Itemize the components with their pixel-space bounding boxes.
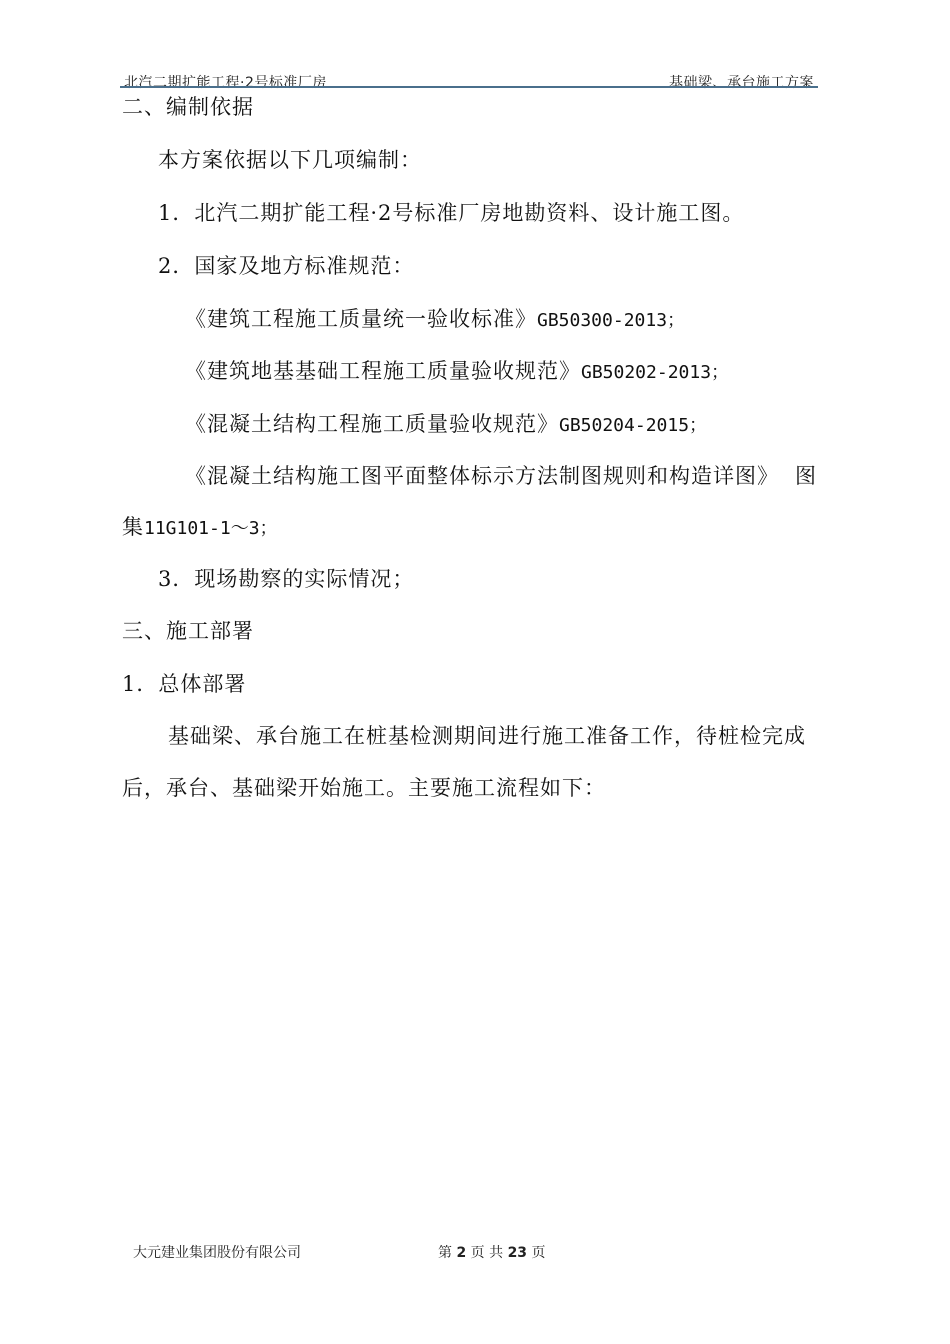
standard-2 (185, 357, 729, 387)
standard-4-continuation (122, 513, 278, 543)
footer-page-number (438, 1242, 546, 1262)
footer-total-pages: 23 (507, 1245, 528, 1261)
header-project-title: 北汽二期扩能工程·2号标准厂房 (124, 75, 327, 91)
basis-item-3: 3．现场勘察的实际情况； (158, 567, 415, 591)
footer-page-mid: 页 共 (470, 1245, 504, 1261)
footer-page-prefix: 第 (438, 1245, 452, 1261)
header-rule (120, 86, 818, 88)
basis-item-1: 1．北汽二期扩能工程·2号标准厂房地勘资料、设计施工图。 (158, 201, 745, 225)
subsection-1-heading: 1．总体部署 (122, 672, 247, 696)
section-3-heading: 三、施工部署 (122, 619, 254, 643)
intro-paragraph: 本方案依据以下几项编制： (158, 148, 422, 172)
standard-3-code: GB50204-2015； (559, 415, 708, 436)
deployment-paragraph-line-1: 基础梁、承台施工在桩基检测期间进行施工准备工作，待桩检完成 (168, 724, 806, 748)
standard-1-name: 《建筑工程施工质量统一验收标准》 (185, 307, 537, 331)
standard-1 (185, 305, 685, 335)
standard-4-cont-prefix: 集 (122, 515, 144, 539)
standard-3 (185, 410, 707, 440)
deployment-paragraph-line-2: 后，承台、基础梁开始施工。主要施工流程如下： (122, 776, 606, 800)
standard-4-name: 《混凝土结构施工图平面整体标示方法制图规则和构造详图》 (185, 464, 779, 488)
standard-4-code: 11G101-1～3； (144, 518, 278, 539)
section-2-heading: 二、编制依据 (122, 95, 254, 119)
footer-current-page: 2 (456, 1245, 467, 1261)
standard-4 (185, 462, 817, 490)
basis-item-2: 2．国家及地方标准规范： (158, 254, 415, 278)
standard-4-tail: 图 (795, 464, 817, 488)
footer-company: 大元建业集团股份有限公司 (133, 1245, 301, 1261)
standard-3-name: 《混凝土结构工程施工质量验收规范》 (185, 412, 559, 436)
standard-2-code: GB50202-2013； (581, 362, 730, 383)
header-document-title: 基础梁、承台施工方案 (669, 75, 814, 91)
standard-1-code: GB50300-2013； (537, 310, 686, 331)
footer-page-suffix: 页 (531, 1245, 546, 1261)
standard-2-name: 《建筑地基基础工程施工质量验收规范》 (185, 359, 581, 383)
